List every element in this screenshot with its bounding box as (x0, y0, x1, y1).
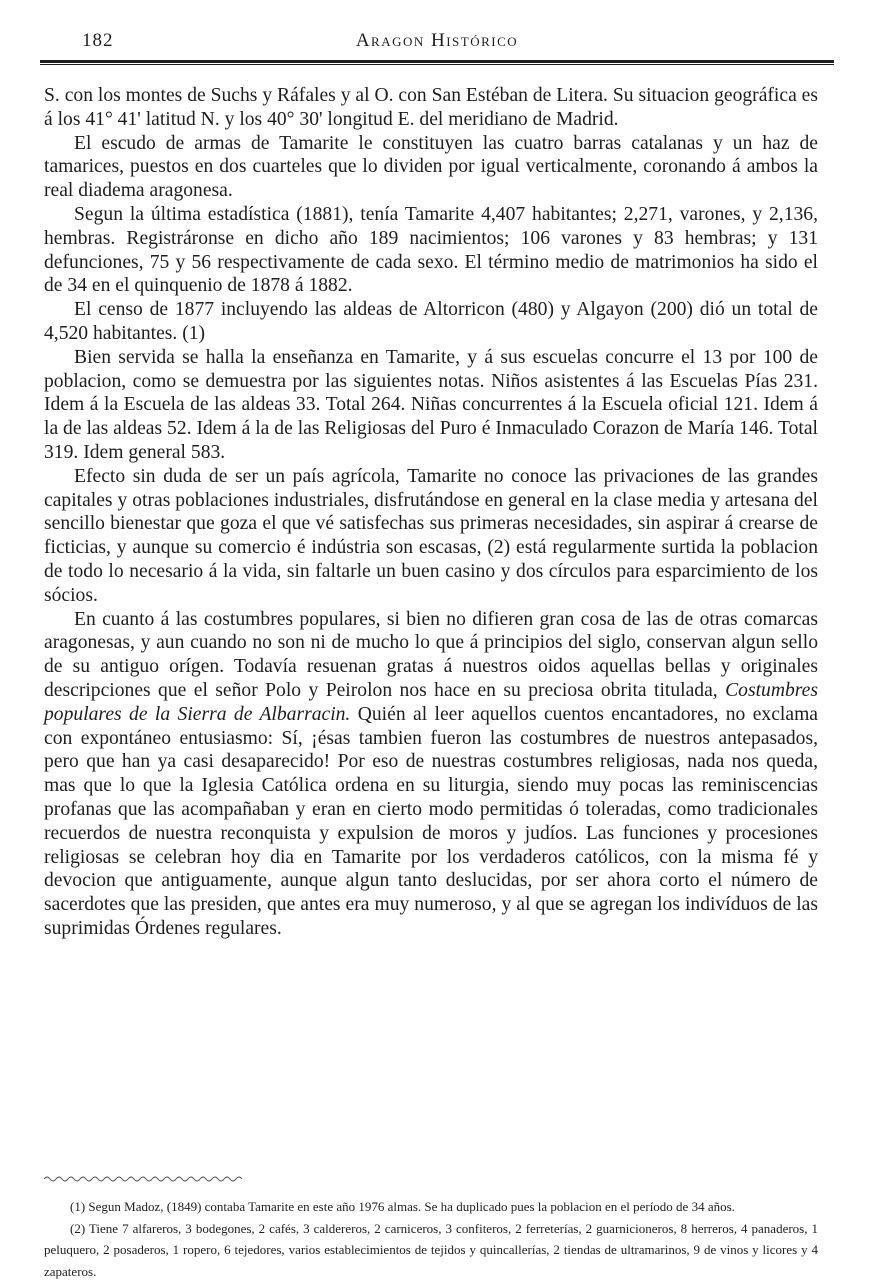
page-header (40, 30, 834, 60)
paragraph-statistics: Segun la última estadística (1881), tenía Tamarite 4,407 habitantes; 2,271, varones, y 2,136, hembras. Registráronse en dicho año 189 nacimientos; 106 varones y 83 hembras; y 131 defunciones, 75 y 56 respectivamente de cada sexo. El término medio de matrimonios ha sido el de 34 en el quinquenio de 1878 á 1882. (44, 203, 818, 297)
header-rule (40, 60, 834, 63)
paragraph-education: Bien servida se halla la enseñanza en Tamarite, y á sus escuelas concurre el 13 por 100 de poblacion, como se demuestra por las siguientes notas. Niños asistentes á las Escuelas Pías 231. Idem á la Escuela de las aldeas 33. Total 264. Niñas concurrentes á la Escuela oficial 121. Idem á la de las aldeas 52. Idem á la de las Religiosas del Puro é Inmaculado Corazon de María 146. Total 319. Idem general 583. (44, 346, 818, 463)
footnotes (44, 1196, 818, 1282)
body-text (44, 84, 818, 941)
wavy-separator (44, 1174, 244, 1184)
customs-text-start: En cuanto á las costumbres populares, si bien no difieren gran cosa de las de otras comarcas aragonesas, y aun cuando no son ni de mucho lo que á principios del siglo, conservan algun sello de su antiguo orígen. Todavía resuenan gratas á nuestros oidos aquellas bellas y originales descripciones que el señor Polo y Peirolon nos hace en su preciosa obrita titulada, (44, 608, 818, 701)
paragraph-coat-of-arms: El escudo de armas de Tamarite le constituyen las cuatro barras catalanas y un haz de tamarices, puestos en dos cuarteles que lo dividen por igual verticalmente, coronando á ambos la real diadema aragonesa. (44, 132, 818, 202)
customs-text-end: Quién al leer aquellos cuentos encantadores, no exclama con expontáneo entusiasmo: Sí, ¡ésas tambien fueron las costumbres de nuestros antepasados, pero que han ya casi desaparecido! Por eso de nuestras costumbres religiosas, nada nos queda, mas que lo que la Iglesia Católica ordena en su liturgia, siendo muy pocas las reminiscencias profanas que las acompañaban y eran en cierto modo permitidas ó toleradas, como tradicionales recuerdos de nuestra reconquista y expulsion de moros y judíos. Las funciones y procesiones religiosas se celebran hoy dia en Tamarite por los verdaderos católicos, con la misma fé y devocion que antiguamente, aunque algun tanto deslucidas, por ser ahora corto el número de sacerdotes que las presiden, que antes era muy numeroso, y al que se agregan los indivíduos de las suprimidas Órdenes regulares. (44, 703, 819, 939)
header-rule-thin (40, 64, 834, 65)
paragraph-economy: Efecto sin duda de ser un país agrícola, Tamarite no conoce las privaciones de las grandes capitales y otras poblaciones industriales, disfrutándose en general en la clase media y artesana del sencillo bienestar que goza el que vé satisfechas sus primeras necesidades, sin aspirar á crearse de ficticias, y aunque su comercio é indústria son escasas, (2) está regularmente surtida la poblacion de todo lo necesario á la vida, sin faltarle un buen casino y dos círculos para esparcimiento de los sócios. (44, 465, 818, 606)
footnote-2: (2) Tiene 7 alfareros, 3 bodegones, 2 cafés, 3 caldereros, 2 carniceros, 3 confiteros, 2 ferreterías, 2 guarnicioneros, 8 herreros, 4 panaderos, 1 peluquero, 2 posaderos, 1 ropero, 6 tejedores, varios establecimientos de tejidos y quincallerías, 2 tiendas de ultramarinos, 9 de vinos y licores y 4 zapateros. (44, 1220, 818, 1279)
footnote-1: (1) Segun Madoz, (1849) contaba Tamarite en este año 1976 almas. Se ha duplicado pues la poblacion en el período de 34 años. (70, 1199, 735, 1214)
paragraph-customs (44, 608, 818, 941)
paragraph-location: S. con los montes de Suchs y Ráfales y al O. con San Estéban de Litera. Su situacion geográfica es á los 41° 41' latitud N. y los 40° 30' longitud E. del meridiano de Madrid. (44, 85, 818, 130)
running-head: Aragon Histórico (355, 30, 519, 51)
book-title: Costumbres populares de la Sierra de Albarracin. (44, 679, 818, 725)
paragraph-census: El censo de 1877 incluyendo las aldeas de Altorricon (480) y Algayon (200) dió un total de 4,520 habitantes. (1) (44, 299, 818, 344)
page-number: 182 (82, 30, 114, 51)
